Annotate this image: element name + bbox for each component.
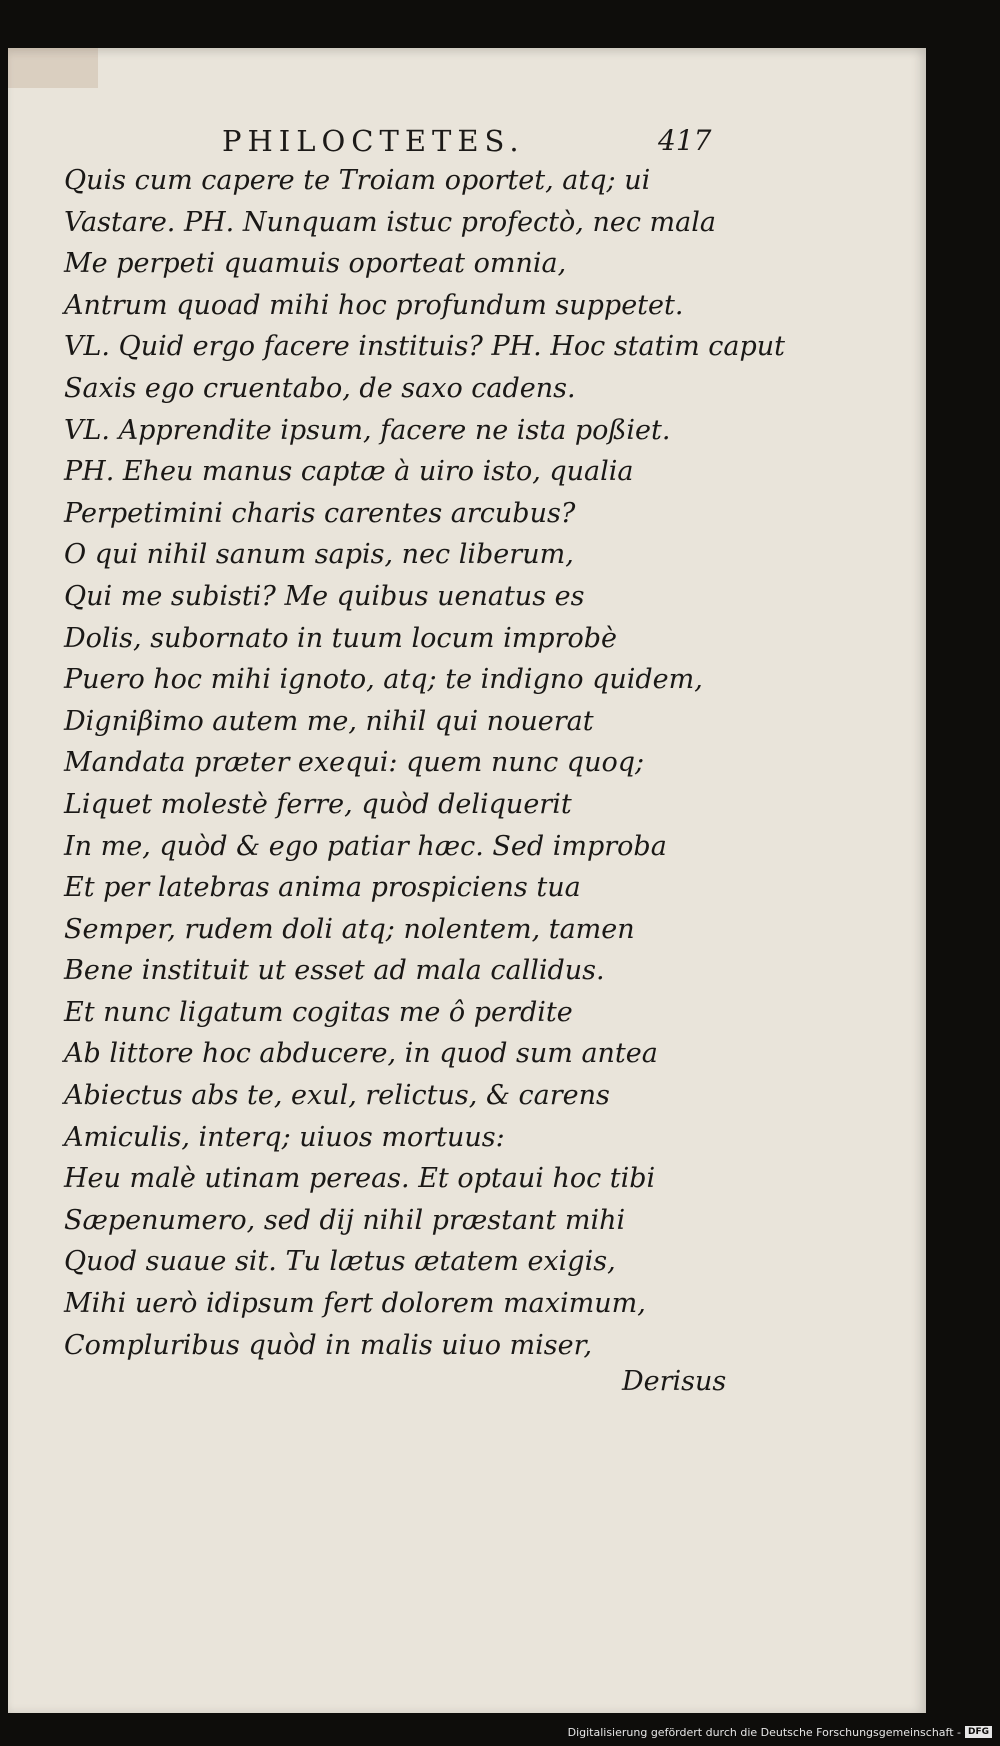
verse-line: Quis cum capere te Troiam oportet, atq; ui: [64, 165, 651, 196]
verse-line: In me, quòd & ego patiar hæc. Sed improba: [64, 830, 667, 862]
running-head: PHILOCTETES.: [222, 124, 525, 158]
verse-line: Qui me subisti? Me quibus uenatus es: [64, 580, 585, 612]
funding-footer: [568, 1722, 992, 1742]
verse-line: Saxis ego cruentabo, de saxo cadens.: [64, 372, 576, 404]
verse-line: VL. Quid ergo facere instituis? PH. Hoc statim caput: [64, 331, 786, 363]
verse-line: Abiectus abs te, exul, relictus, & carens: [64, 1080, 610, 1112]
page-header: [0, 124, 1000, 160]
verse-line: PH. Eheu manus captæ à uiro isto, qualia: [64, 456, 634, 488]
verse-line: Puero hoc mihi ignoto, atq; te indigno quidem,: [64, 664, 703, 696]
verse-text: [64, 160, 924, 1366]
footer-text: Digitalisierung gefördert durch die Deutsche Forschungsgemeinschaft -: [567, 1725, 961, 1739]
verse-line: Liquet molestè ferre, quòd deliquerit: [64, 788, 572, 820]
page-number: 417: [658, 124, 712, 157]
verse-line: Me perpeti quamuis oporteat omnia,: [64, 248, 567, 280]
verse-line: VL. Apprendite ipsum, facere ne ista poßiet.: [64, 414, 671, 446]
verse-line: Mandata præter exequi: quem nunc quoq;: [64, 747, 645, 779]
verse-line: Mihi uerò idipsum fert dolorem maximum,: [64, 1288, 646, 1320]
verse-line: Perpetimini charis carentes arcubus?: [64, 497, 576, 529]
verse-line: Ab littore hoc abducere, in quod sum antea: [64, 1038, 658, 1070]
verse-line: Et nunc ligatum cogitas me ô perdite: [64, 996, 573, 1028]
verse-line: O qui nihil sanum sapis, nec liberum,: [64, 539, 574, 571]
verse-line: Et per latebras anima prospiciens tua: [64, 872, 581, 904]
verse-line: Amiculis, interq; uiuos mortuus:: [64, 1121, 505, 1153]
verse-line: Quod suaue sit. Tu lætus ætatem exigis,: [64, 1246, 616, 1278]
verse-line: Semper, rudem doli atq; nolentem, tamen: [64, 913, 635, 945]
dfg-logo: DFG: [965, 1726, 992, 1738]
verse-line: Dolis, subornato in tuum locum improbè: [64, 622, 618, 654]
verse-line: Heu malè utinam pereas. Et optaui hoc tibi: [64, 1163, 656, 1195]
verse-line: Antrum quoad mihi hoc profundum suppetet.: [64, 289, 684, 321]
verse-line: Bene instituit ut esset ad mala callidus.: [64, 955, 605, 987]
verse-line: Compluribus quòd in malis uiuo miser,: [64, 1329, 593, 1361]
verse-line: Digniβimo autem me, nihil qui nouerat: [64, 705, 594, 737]
page-stain: [8, 48, 98, 88]
catchword: Derisus: [622, 1366, 727, 1397]
verse-line: Vastare. PH. Nunquam istuc profectò, nec mala: [64, 206, 716, 238]
verse-line: Sæpenumero, sed dij nihil præstant mihi: [64, 1204, 626, 1236]
